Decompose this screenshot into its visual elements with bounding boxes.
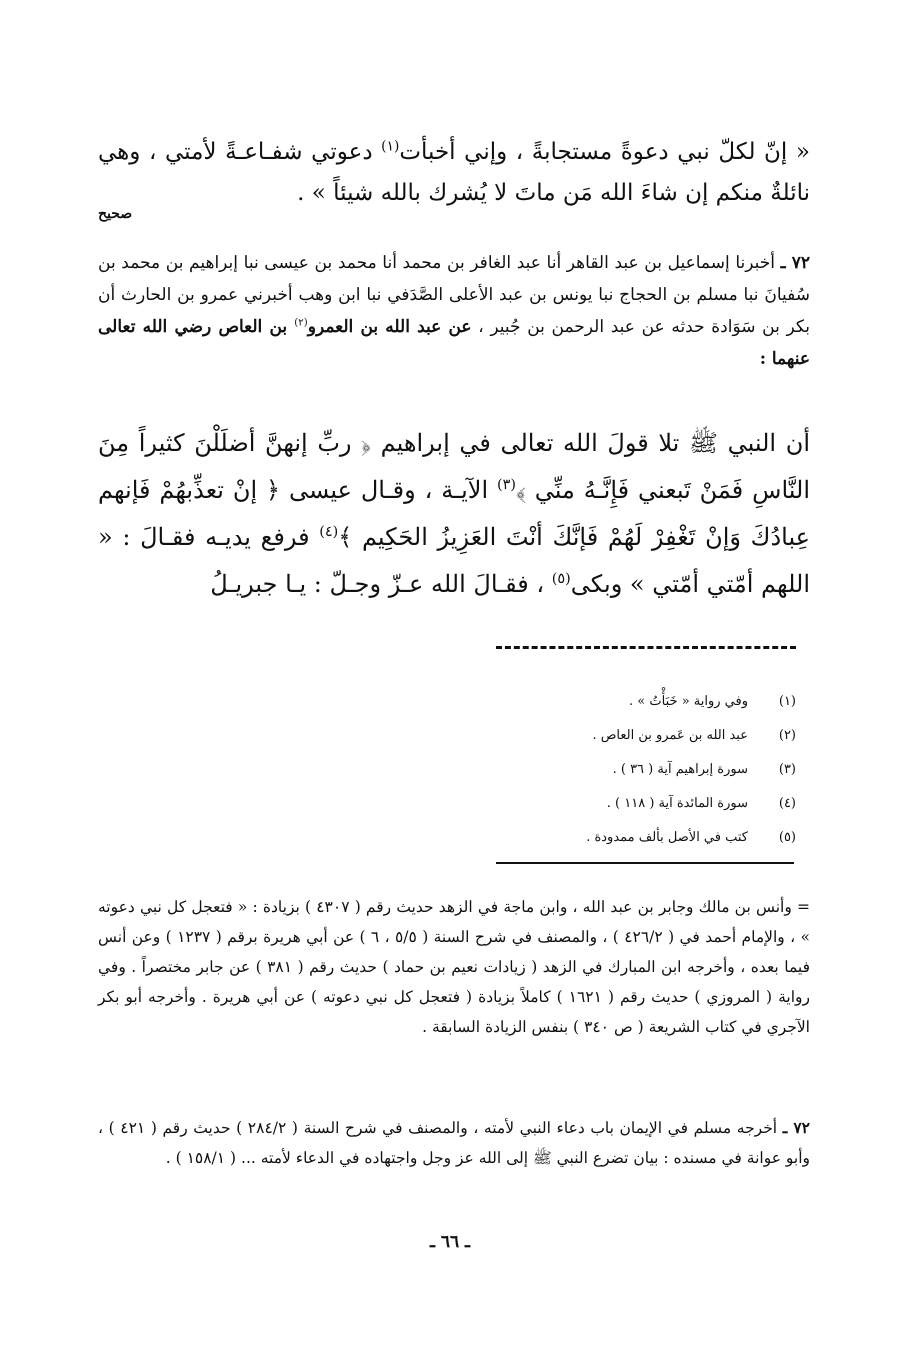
- hadith-line-b: دعوتي شفـاعـةً لأمتي ، وهي نائلةٌ منكم إن شاءَ الله مَن ماتَ لا يُشرك بالله شيئاً » .: [98, 139, 810, 206]
- matn-part-1: أن النبي ﷺ تلا قولَ الله تعالى في إبراهيم ﴿ ربِّ إنهنَّ أضلَلْنَ كثيراً مِنَ النَّاسِ فَمَنْ تَبعني فَإِنَّـهُ منِّي ﴾: [98, 429, 811, 504]
- footnote-number: (٥): [778, 829, 796, 845]
- isnad-text: أخبرنا إسماعيل بن عبد القاهر أنا عبد الغافر بن محمد أنا محمد بن عيسى نبا إبراهيم بن محمد بن سُفيانَ نبا مسلم بن الحجاج نبا يونس بن عبد الأعلى الصَّدَفي نبا ابن وهب أخبرني عمرو بن الحارث أن بكر بن سَوَادة حدثه عن عبد الرحمن بن جُبير ،: [98, 253, 810, 337]
- footnote-text: كتب في الأصل بألف ممدودة .: [586, 829, 748, 845]
- commentary-paragraph-2: [98, 1113, 810, 1173]
- footnote-number: (٤): [778, 795, 796, 811]
- footnote-number: (١): [778, 693, 796, 709]
- continuation-dashes: [496, 646, 796, 649]
- commentary-text: أخرجه مسلم في الإيمان باب دعاء النبي لأمته ، والمصنف في شرح السنة ( ٢٨٤/٢ ) حديث رقم ( ٤٢١ ) ، وأبو عوانة في مسنده : بيان تضرع النبي ﷺ إلى الله عز وجل واجتهاده في الدعاء لأمته ... ( ١٥٨/١ ) .: [98, 1119, 810, 1167]
- matn-part-2: الآيـة ، وقـال عيسى ﴿ إنْ تعذِّبهُمْ فَإنهم عِبادُكَ وَإنْ تَغْفِرْ لَهُمْ فَإنَّكَ أنْتَ العَزِيزُ الحَكِيم ﴾: [98, 476, 811, 551]
- footnote-number: (٣): [778, 761, 796, 777]
- footnote-separator: [496, 862, 794, 864]
- hadith-number: ٧٢ ـ: [780, 253, 810, 273]
- footnote-text: سورة إبراهيم آية ( ٣٦ ) .: [612, 761, 748, 777]
- footnote-item: [300, 718, 796, 752]
- sahabi-name-b: بن العاص رضي الله تعالى عنهما :: [98, 317, 810, 369]
- hadith-text: [98, 132, 810, 222]
- footnote-ref-1[interactable]: (١): [381, 138, 400, 155]
- footnote-item: [300, 752, 796, 786]
- footnote-text: وفي رواية « خَبَأْتُ » .: [629, 693, 748, 709]
- footnote-item: [300, 684, 796, 718]
- footnote-ref-5[interactable]: (٥): [551, 571, 571, 587]
- sahabi-name-a: عن عبد الله بن العمرو: [307, 317, 472, 337]
- hadith-grade: صحيح: [98, 206, 133, 222]
- commentary-hadith-number: ٧٢ ـ: [782, 1118, 810, 1137]
- matn-part-4: ، فقـالَ الله عـزّ وجـلّ : يـا جبريـلُ: [210, 570, 552, 598]
- hadith-line-a: « إنّ لكلّ نبي دعوةً مستجابةً ، وإني أخبأت: [399, 139, 810, 165]
- footnote-ref-4[interactable]: (٤): [319, 524, 339, 540]
- footnote-item: [300, 786, 796, 820]
- footnote-ref-3[interactable]: (٣): [497, 477, 517, 493]
- footnote-text: سورة المائدة آية ( ١١٨ ) .: [606, 795, 748, 811]
- footnote-item: [300, 820, 796, 854]
- commentary-paragraph-1: = وأنس بن مالك وجابر بن عبد الله ، وابن ماجة في الزهد حديث رقم ( ٤٣٠٧ ) بزيادة : « فتعجل كل نبي دعوته » ، والإمام أحمد في ( ٤٢٦/٢ ) ، والمصنف في شرح السنة ( ٥/٥ ، ٦ ) عن أبي هريرة برقم ( ١٢٣٧ ) وعن أنس فيما بعده ، وأخرجه ابن المبارك في الزهد ( زيادات نعيم بن حماد ) حديث رقم ( ٣٨١ ) عن جابر مختصراً . وفي رواية ( المروزي ) حديث رقم ( ١٦٢١ ) كاملاً بزيادة ( فتعجل كل نبي دعوته ) عن أبي هريرة . وأخرجه أبو بكر الآجري في كتاب الشريعة ( ص ٣٤٠ ) بنفس الزيادة السابقة .: [98, 898, 811, 1036]
- footnotes-list: [300, 684, 796, 854]
- page-number: ـ ٦٦ ـ: [429, 1232, 471, 1252]
- matn-part-3: فرفع يديـه فقـالَ : « اللهم أمّتي أمّتي » وبكى: [98, 523, 810, 598]
- footnote-text: عبد الله بن عَمرو بن العاص .: [592, 727, 748, 743]
- matn-paragraph: [98, 420, 810, 608]
- footnote-ref-2[interactable]: (٢): [294, 317, 308, 329]
- footnote-number: (٢): [778, 727, 796, 743]
- isnad-paragraph: [98, 247, 810, 375]
